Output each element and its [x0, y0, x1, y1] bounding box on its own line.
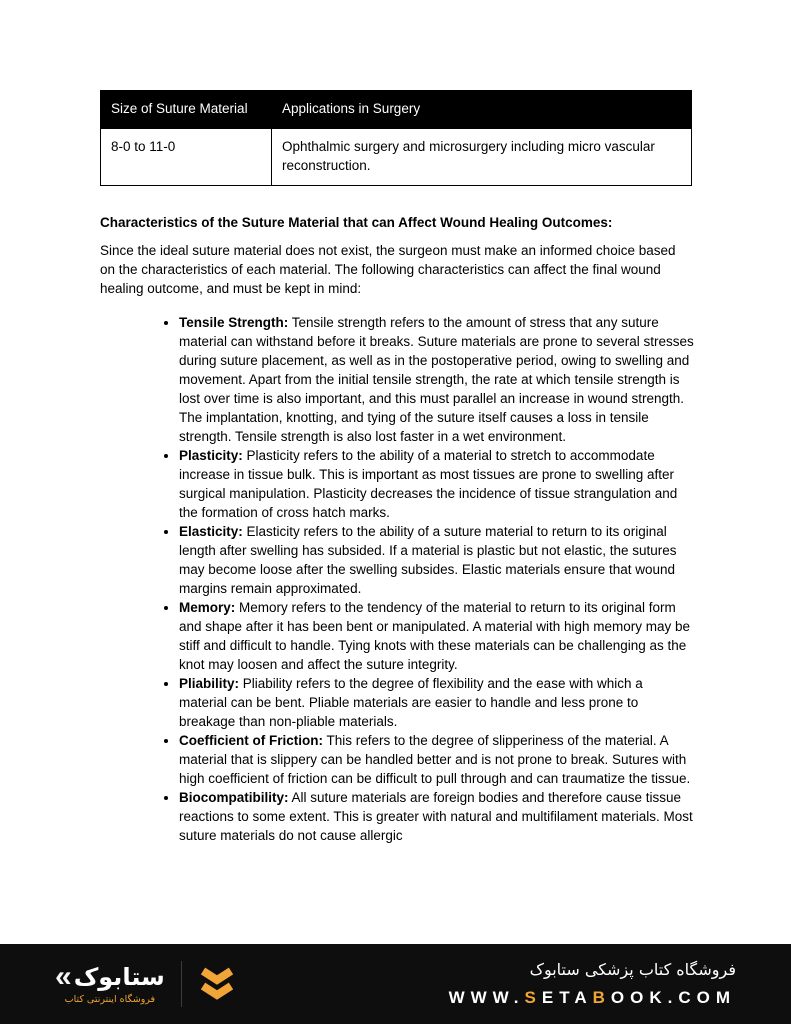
list-item-text: This refers to the degree of slipperiness of the material. A material that is slippery can be handled better and is not prone to break. Sutures with high coefficient of friction can be difficult to pull through and can traumatize the tissue. — [179, 733, 691, 786]
url-segment: B — [592, 988, 611, 1007]
list-item-plasticity — [179, 446, 694, 522]
footer-url[interactable] — [449, 988, 736, 1008]
url-segment: OOK.COM — [610, 988, 736, 1007]
list-item-text: Tensile strength refers to the amount of stress that any suture material can withstand before it breaks. Suture materials are prone to several stresses during suture placement, as well as in the postoperative period, owing to swelling and movement. Apart from the initial tensile strength, the rate at which tensile strength is lost over time is also important, and this must parallel an increase in wound strength. The implantation, knotting, and tying of the suture itself causes a loss in tensile strength. Tensile strength is also lost faster in a wet environment. — [179, 315, 694, 444]
list-item-term: Elasticity: — [179, 524, 243, 539]
suture-size-table — [100, 90, 692, 186]
list-item-term: Biocompatibility: — [179, 790, 289, 805]
list-item-term: Plasticity: — [179, 448, 243, 463]
url-segment: WWW. — [448, 988, 525, 1007]
list-item-text: Plasticity refers to the ability of a material to stretch to accommodate increase in tissue bulk. This is important as most tissues are prone to swelling after surgical manipulation. Plasticity decreases the incidence of tissue strangulation and the formation of cross hatch marks. — [179, 448, 678, 520]
list-item-tensile-strength — [179, 313, 694, 446]
list-item-text: Elasticity refers to the ability of a suture material to return to its original length after swelling has subsided. If a material is plastic but not elastic, the sutures may become loose after the swelling subsides. Elastic materials ensure that wound margins remain approximated. — [179, 524, 677, 596]
url-segment: ETA — [541, 988, 593, 1007]
logo-subtitle: فروشگاه اینترنتی کتاب — [64, 994, 156, 1005]
list-item-elasticity — [179, 522, 694, 598]
list-item-text: All suture materials are foreign bodies and therefore cause tissue reactions to some extent. This is greater with natural and multifilament materials. Most suture materials do not cause allergic — [179, 790, 693, 843]
logo-chevrons-icon: « — [55, 960, 72, 993]
footer-text-group — [449, 960, 736, 1008]
list-item-coefficient-of-friction — [179, 731, 694, 788]
list-item-biocompatibility — [179, 788, 694, 845]
table-header-applications: Applications in Surgery — [272, 91, 692, 129]
url-segment: S — [524, 988, 542, 1007]
setabook-logo[interactable] — [55, 960, 165, 1005]
footer-divider — [181, 961, 182, 1007]
intro-paragraph: Since the ideal suture material does not exist, the surgeon must make an informed choice based on the characteristics of each material. The following characteristics can affect the final wound healing outcome, and must be kept in mind: — [100, 243, 676, 296]
table-header-size: Size of Suture Material — [101, 91, 272, 129]
list-item-term: Memory: — [179, 600, 236, 615]
list-item-pliability — [179, 674, 694, 731]
section-heading: Characteristics of the Suture Material that can Affect Wound Healing Outcomes: — [100, 215, 613, 230]
logo-wordmark: ستابوک — [73, 963, 165, 991]
table-cell-size: 8-0 to 11-0 — [101, 129, 272, 186]
double-chevron-down-icon — [198, 967, 236, 1001]
table-row — [101, 129, 692, 186]
list-item-term: Tensile Strength: — [179, 315, 289, 330]
characteristics-list — [100, 313, 694, 845]
list-item-term: Pliability: — [179, 676, 240, 691]
footer-tagline: فروشگاه کتاب پزشکی ستابوک — [529, 960, 736, 979]
table-header-row — [101, 91, 692, 129]
list-item-text: Memory refers to the tendency of the material to return to its original form and shape after it has been bent or manipulated. A material with high memory may be stiff and difficult to handle. Tying knots with these materials can be challenging as the knot may loosen and affect the suture integrity. — [179, 600, 691, 672]
footer — [0, 944, 791, 1024]
table-cell-applications: Ophthalmic surgery and microsurgery including micro vascular reconstruction. — [272, 129, 692, 186]
list-item-text: Pliability refers to the degree of flexibility and the ease with which a material can be bent. Pliable materials are easier to handle and less prone to breakage than non-pliable materials. — [179, 676, 643, 729]
logo-wordmark-row — [55, 960, 165, 993]
list-item-term: Coefficient of Friction: — [179, 733, 323, 748]
footer-brand-group — [55, 961, 236, 1007]
list-item-memory — [179, 598, 694, 674]
